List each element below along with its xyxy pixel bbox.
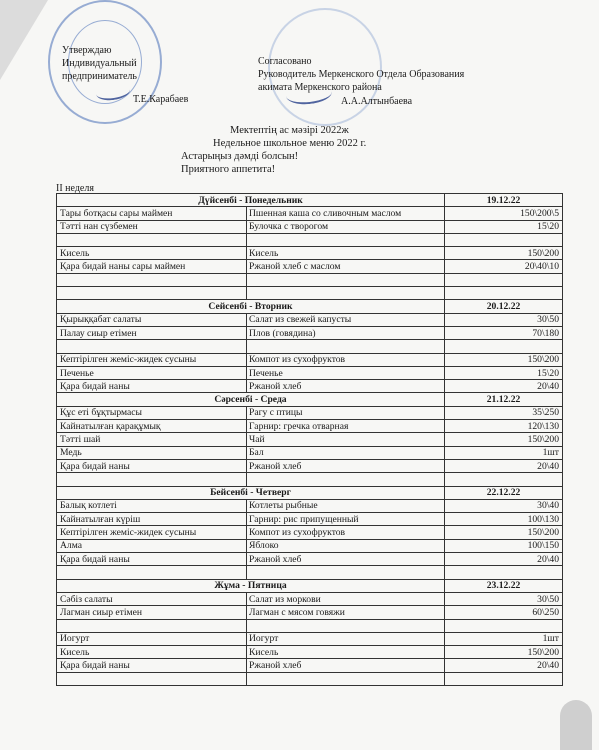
portion-quantity: 150\200 xyxy=(445,433,563,446)
day-date: 19.12.22 xyxy=(445,194,563,207)
menu-row xyxy=(57,353,563,366)
portion-quantity: 30\50 xyxy=(445,313,563,326)
portion-quantity xyxy=(445,566,563,579)
dish-name-kazakh: Палау сиыр етімен xyxy=(57,326,247,339)
menu-row xyxy=(57,566,563,579)
day-name: Сейсенбі - Вторник xyxy=(57,300,445,313)
day-date: 20.12.22 xyxy=(445,300,563,313)
portion-quantity xyxy=(445,233,563,246)
approver-name: Т.Е.Карабаев xyxy=(133,94,189,105)
dish-name-kazakh: Қара бидай наны сары маймен xyxy=(57,260,247,273)
menu-row xyxy=(57,287,563,300)
dish-name-russian: Печенье xyxy=(247,366,445,379)
dish-name-russian: Компот из сухофруктов xyxy=(247,526,445,539)
dish-name-russian: Компот из сухофруктов xyxy=(247,353,445,366)
page-edge-shadow xyxy=(560,700,592,750)
dish-name-russian: Иогурт xyxy=(247,632,445,645)
dish-name-kazakh: Алма xyxy=(57,539,247,552)
day-name: Жұма - Пятница xyxy=(57,579,445,592)
dish-name-russian xyxy=(247,233,445,246)
dish-name-russian: Салат из свежей капусты xyxy=(247,313,445,326)
menu-row xyxy=(57,606,563,619)
portion-quantity xyxy=(445,473,563,486)
dish-name-kazakh: Құс еті бұқтырмасы xyxy=(57,406,247,419)
portion-quantity: 20\40\10 xyxy=(445,260,563,273)
menu-row xyxy=(57,446,563,459)
dish-name-kazakh: Тәтті нан сүзбемен xyxy=(57,220,247,233)
menu-row xyxy=(57,340,563,353)
dish-name-kazakh: Қара бидай наны xyxy=(57,659,247,672)
menu-row xyxy=(57,273,563,286)
portion-quantity: 20\40 xyxy=(445,659,563,672)
dish-name-russian: Гарнир: гречка отварная xyxy=(247,420,445,433)
dish-name-russian: Кисель xyxy=(247,646,445,659)
portion-quantity xyxy=(445,287,563,300)
agreement-line-3: акимата Меркенского района xyxy=(258,82,382,93)
menu-row xyxy=(57,553,563,566)
dish-name-kazakh xyxy=(57,672,247,685)
dish-name-kazakh: Қара бидай наны xyxy=(57,459,247,472)
dish-name-kazakh: Лагман сиыр етімен xyxy=(57,606,247,619)
agreement-line-2: Руководитель Меркенского Отдела Образования xyxy=(258,69,465,80)
dish-name-russian xyxy=(247,473,445,486)
dish-name-russian: Салат из моркови xyxy=(247,592,445,605)
menu-row xyxy=(57,326,563,339)
portion-quantity: 150\200 xyxy=(445,353,563,366)
title-russian: Недельное школьное меню 2022 г. xyxy=(213,138,367,149)
dish-name-russian: Лагман с мясом говяжи xyxy=(247,606,445,619)
portion-quantity: 150\200 xyxy=(445,526,563,539)
dish-name-russian: Ржаной хлеб xyxy=(247,553,445,566)
menu-row xyxy=(57,406,563,419)
portion-quantity xyxy=(445,672,563,685)
dish-name-kazakh: Тары ботқасы сары маймен xyxy=(57,207,247,220)
approval-line-2: Индивидуальный xyxy=(62,58,137,69)
dish-name-kazakh: Кисель xyxy=(57,646,247,659)
title-kazakh: Мектептің ас мәзірі 2022ж xyxy=(230,125,349,136)
folded-corner xyxy=(0,0,48,80)
portion-quantity xyxy=(445,273,563,286)
portion-quantity: 20\40 xyxy=(445,380,563,393)
portion-quantity: 100\130 xyxy=(445,513,563,526)
dish-name-kazakh: Медь xyxy=(57,446,247,459)
agreement-line-1: Согласовано xyxy=(258,56,312,67)
portion-quantity: 150\200 xyxy=(445,646,563,659)
approval-block xyxy=(62,44,137,83)
day-header-row xyxy=(57,393,563,406)
dish-name-kazakh: Кайнатылған қарақұмық xyxy=(57,420,247,433)
menu-row xyxy=(57,646,563,659)
portion-quantity: 30\40 xyxy=(445,499,563,512)
day-header-row xyxy=(57,579,563,592)
portion-quantity: 150\200 xyxy=(445,247,563,260)
agreement-block xyxy=(258,55,464,94)
portion-quantity: 70\180 xyxy=(445,326,563,339)
day-date: 22.12.22 xyxy=(445,486,563,499)
dish-name-kazakh: Сәбіз салаты xyxy=(57,592,247,605)
dish-name-kazakh: Печенье xyxy=(57,366,247,379)
dish-name-russian xyxy=(247,287,445,300)
dish-name-kazakh: Кептірілген жеміс-жидек сусыны xyxy=(57,353,247,366)
menu-row xyxy=(57,499,563,512)
dish-name-kazakh: Иогурт xyxy=(57,632,247,645)
dish-name-kazakh xyxy=(57,566,247,579)
dish-name-russian xyxy=(247,672,445,685)
menu-row xyxy=(57,420,563,433)
dish-name-russian: Ржаной хлеб xyxy=(247,659,445,672)
portion-quantity: 35\250 xyxy=(445,406,563,419)
portion-quantity: 1шт xyxy=(445,632,563,645)
menu-row xyxy=(57,247,563,260)
day-date: 21.12.22 xyxy=(445,393,563,406)
menu-row xyxy=(57,260,563,273)
dish-name-russian: Пшенная каша со сливочным маслом xyxy=(247,207,445,220)
menu-row xyxy=(57,366,563,379)
dish-name-russian: Яблоко xyxy=(247,539,445,552)
portion-quantity: 20\40 xyxy=(445,553,563,566)
menu-row xyxy=(57,539,563,552)
menu-row xyxy=(57,672,563,685)
dish-name-russian: Бал xyxy=(247,446,445,459)
menu-row xyxy=(57,207,563,220)
menu-row xyxy=(57,619,563,632)
menu-row xyxy=(57,592,563,605)
dish-name-russian: Чай xyxy=(247,433,445,446)
day-name: Бейсенбі - Четверг xyxy=(57,486,445,499)
dish-name-russian: Котлеты рыбные xyxy=(247,499,445,512)
menu-row xyxy=(57,380,563,393)
dish-name-kazakh xyxy=(57,473,247,486)
portion-quantity: 60\250 xyxy=(445,606,563,619)
day-header-row xyxy=(57,486,563,499)
portion-quantity: 15\20 xyxy=(445,366,563,379)
menu-row xyxy=(57,433,563,446)
dish-name-kazakh: Кайнатылған күріш xyxy=(57,513,247,526)
menu-row xyxy=(57,659,563,672)
dish-name-russian xyxy=(247,566,445,579)
menu-row xyxy=(57,473,563,486)
dish-name-russian: Кисель xyxy=(247,247,445,260)
menu-table-body xyxy=(57,194,563,686)
approval-line-1: Утверждаю xyxy=(62,45,112,56)
dish-name-kazakh xyxy=(57,233,247,246)
dish-name-kazakh xyxy=(57,273,247,286)
menu-row xyxy=(57,526,563,539)
portion-quantity: 20\40 xyxy=(445,459,563,472)
dish-name-russian: Булочка с творогом xyxy=(247,220,445,233)
dish-name-kazakh: Қара бидай наны xyxy=(57,380,247,393)
portion-quantity xyxy=(445,619,563,632)
approval-line-3: предприниматель xyxy=(62,71,137,82)
dish-name-kazakh: Қырыққабат салаты xyxy=(57,313,247,326)
dish-name-kazakh: Қара бидай наны xyxy=(57,553,247,566)
greeting-russian: Приятного аппетита! xyxy=(181,164,276,175)
menu-row xyxy=(57,513,563,526)
week-label: II неделя xyxy=(56,183,94,194)
portion-quantity: 1шт xyxy=(445,446,563,459)
day-name: Сәрсенбі - Среда xyxy=(57,393,445,406)
portion-quantity: 150\200\5 xyxy=(445,207,563,220)
dish-name-kazakh xyxy=(57,340,247,353)
menu-row xyxy=(57,220,563,233)
day-header-row xyxy=(57,300,563,313)
dish-name-russian: Ржаной хлеб xyxy=(247,380,445,393)
day-header-row xyxy=(57,194,563,207)
menu-row xyxy=(57,313,563,326)
menu-table xyxy=(56,193,563,686)
dish-name-kazakh: Кисель xyxy=(57,247,247,260)
dish-name-kazakh: Тәтті шай xyxy=(57,433,247,446)
dish-name-russian: Ржаной хлеб xyxy=(247,459,445,472)
dish-name-russian: Рагу с птицы xyxy=(247,406,445,419)
dish-name-russian xyxy=(247,340,445,353)
dish-name-kazakh xyxy=(57,619,247,632)
dish-name-russian xyxy=(247,619,445,632)
dish-name-russian xyxy=(247,273,445,286)
portion-quantity: 120\130 xyxy=(445,420,563,433)
portion-quantity: 30\50 xyxy=(445,592,563,605)
greeting-kazakh: Астарыңыз дәмді болсын! xyxy=(181,151,299,162)
menu-row xyxy=(57,233,563,246)
portion-quantity: 15\20 xyxy=(445,220,563,233)
dish-name-russian: Плов (говядина) xyxy=(247,326,445,339)
menu-row xyxy=(57,459,563,472)
dish-name-russian: Гарнир: рис припущенный xyxy=(247,513,445,526)
dish-name-kazakh: Кептірілген жеміс-жидек сусыны xyxy=(57,526,247,539)
day-name: Дүйсенбі - Понедельник xyxy=(57,194,445,207)
menu-row xyxy=(57,632,563,645)
portion-quantity: 100\150 xyxy=(445,539,563,552)
portion-quantity xyxy=(445,340,563,353)
dish-name-russian: Ржаной хлеб с маслом xyxy=(247,260,445,273)
dish-name-kazakh xyxy=(57,287,247,300)
dish-name-kazakh: Балық котлеті xyxy=(57,499,247,512)
agreer-name: А.А.Алтынбаева xyxy=(341,96,413,107)
day-date: 23.12.22 xyxy=(445,579,563,592)
